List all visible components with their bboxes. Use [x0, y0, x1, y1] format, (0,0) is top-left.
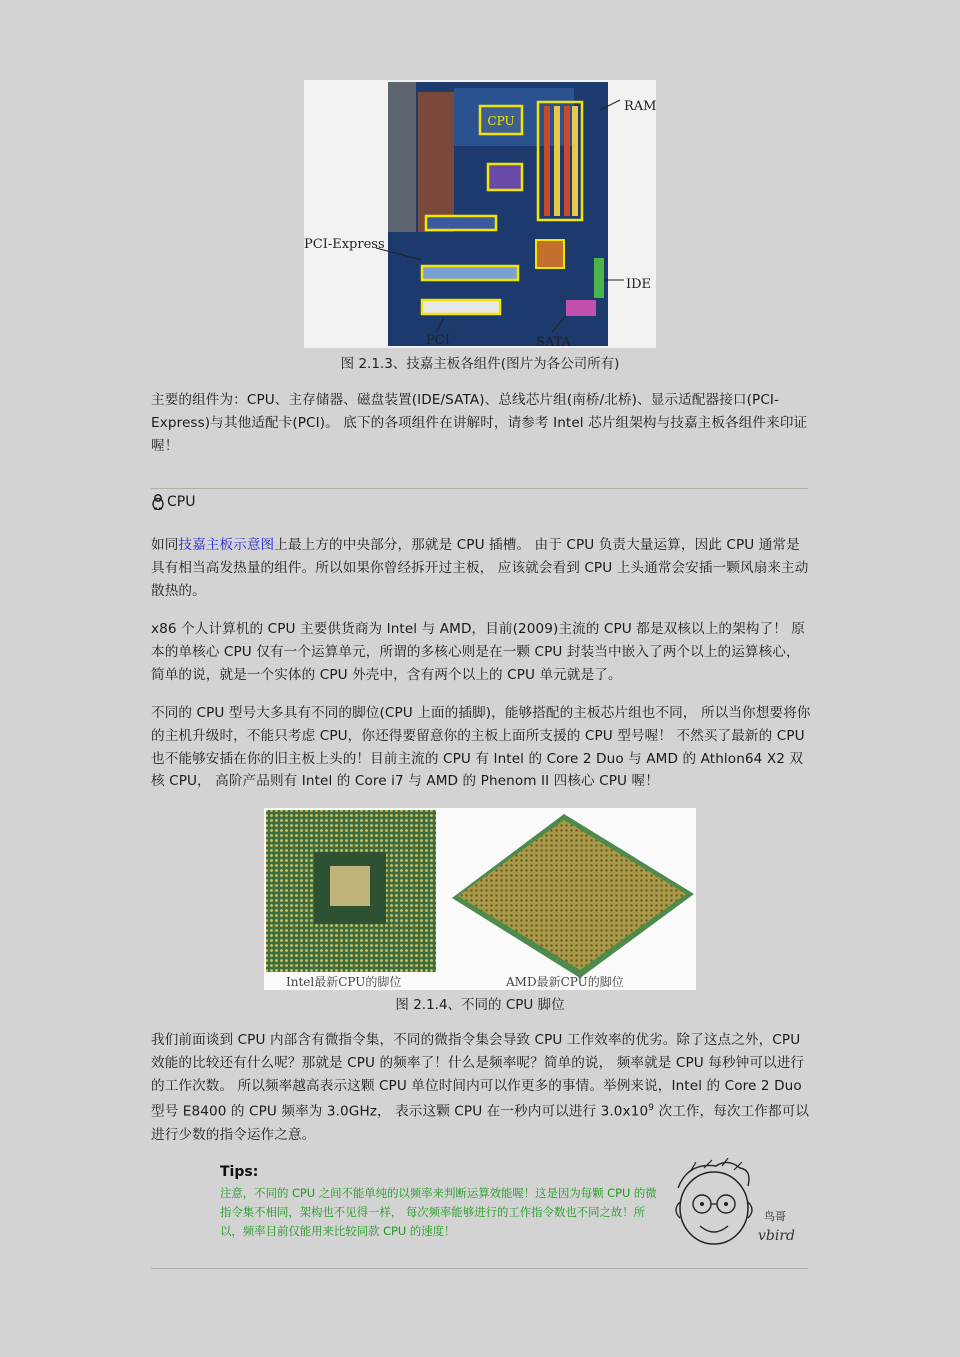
paragraph-3 [151, 702, 811, 793]
section-title: CPU [167, 494, 196, 510]
p1-before: 如同 [151, 537, 179, 553]
figure2-caption: 图 2.1.4、不同的 CPU 脚位 [395, 997, 565, 1013]
cpu-box-label: CPU [487, 114, 515, 128]
ram-slot-1 [544, 106, 550, 216]
signature-cn: 鸟哥 [764, 1210, 786, 1223]
paragraph-2 [151, 618, 811, 686]
ram-slot-2 [554, 106, 560, 216]
intro-text: 主要的组件为：CPU、主存储器、磁盘装置(IDE/SATA)、总线芯片组(南桥/北桥)、显示适配器接口(PCI-Express)与其他适配卡(PCI)。 底下的各项组件在讲解时，请参考 Intel 芯片组架构与技嘉主板各组件来印证喔！ [151, 392, 808, 454]
ram-slot-3 [564, 106, 570, 216]
io-ports [388, 82, 416, 232]
heatpipes [418, 92, 454, 232]
section-divider-top [151, 488, 808, 489]
paragraph-1-text [151, 534, 811, 602]
motherboard-figure [304, 80, 656, 348]
motherboard-illustration [304, 80, 656, 348]
paragraph-2-text: x86 个人计算机的 CPU 主要供货商为 Intel 与 AMD，目前(2009)主流的 CPU 都是双核以上的架构了！ 原本的单核心 CPU 仅有一个运算单元，所谓的多核心则是在一颗 CPU 封装当中嵌入了两个以上的运算核心， 简单的说，就是一个实体的 CPU 外壳中，含有两个以上的 CPU 单元就是了。 [151, 621, 806, 683]
pci-label: PCI [426, 333, 450, 348]
intro-paragraph [151, 389, 811, 457]
signature: vbird [758, 1228, 796, 1244]
penguin-icon [151, 494, 165, 510]
pci-slot-box [422, 300, 500, 314]
intel-pins-label: Intel最新CPU的脚位 [286, 975, 402, 989]
sata-connectors [566, 300, 596, 316]
section-divider-bottom [151, 1268, 808, 1269]
section-heading [151, 494, 195, 510]
southbridge-box [536, 240, 564, 268]
intel-cpu-caps [330, 866, 370, 906]
paragraph-4 [151, 1029, 811, 1147]
amd-pins-label: AMD最新CPU的脚位 [506, 975, 624, 989]
ram-label: RAM [624, 99, 656, 114]
paragraph-1 [151, 534, 811, 602]
p4-before: 我们前面谈到 CPU 内部含有微指令集，不同的微指令集会导致 CPU 工作效率的优劣。除了这点之外，CPU 效能的比较还有什么呢？那就是 CPU 的频率了！什么是频率呢？简单的说， 频率就是 CPU 每秒钟可以进行的工作次数。 所以频率越高表示这颗 CPU 单位时间内可以作更多的事情。举例来说，Intel 的 Core 2 Duo 型号 E8400 的 CPU 频率为 3.0GHz， 表示这颗 CPU 在一秒内可以进行 3.0x10 [151, 1032, 805, 1120]
figure1-caption: 图 2.1.3、技嘉主板各组件(图片为各公司所有) [340, 356, 620, 372]
vbird-mascot [668, 1158, 810, 1250]
northbridge-box [488, 164, 522, 190]
pci-express-box-1 [426, 216, 496, 230]
ram-slot-4 [572, 106, 578, 216]
pci-express-label: PCI-Express [304, 237, 385, 252]
pci-express-box-2 [422, 266, 518, 280]
gigabyte-board-link[interactable]: 技嘉主板示意图 [178, 537, 275, 553]
amd-cpu-pins [458, 820, 686, 970]
tips-box [220, 1164, 665, 1241]
vbird-face-icon [668, 1158, 810, 1250]
cpu-pins-figure [264, 808, 696, 990]
tips-title: Tips: [220, 1164, 259, 1180]
sata-label: SATA [536, 335, 571, 348]
p4-exponent: 9 [648, 1103, 655, 1114]
tips-body: 注意，不同的 CPU 之间不能单纯的以频率来判断运算效能喔！这是因为每颗 CPU 的微指令集不相同，架构也不见得一样， 每次频率能够进行的工作指令数也不同之故！所以，频率目前仅能用来比较同款 CPU 的速度！ [220, 1186, 657, 1238]
cpu-pins-illustration [264, 808, 696, 990]
paragraph-4-text [151, 1029, 811, 1147]
p4-after: 次工作，每次工作都可以进行少数的指令运作之意。 [151, 1103, 810, 1143]
paragraph-3-text: 不同的 CPU 型号大多具有不同的脚位(CPU 上面的插脚)，能够搭配的主板芯片组也不同， 所以当你想要将你的主机升级时，不能只考虑 CPU，你还得要留意你的主板上面所支援的 CPU 型号喔！ 不然买了最新的 CPU 也不能够安插在你的旧主板上头的！目前主流的 CPU 有 Intel 的 Core 2 Duo 与 AMD 的 Athlon64 X2 双核 CPU， 高阶产品则有 Intel 的 Core i7 与 AMD 的 Phenom II 四核心 CPU 喔！ [151, 705, 811, 790]
ide-connector [594, 258, 604, 298]
p1-after: 上最上方的中央部分，那就是 CPU 插槽。 由于 CPU 负责大量运算，因此 CPU 通常是具有相当高发热量的组件。所以如果你曾经拆开过主板， 应该就会看到 CPU 上头通常会安插一颗风扇来主动散热的。 [151, 537, 809, 599]
ide-label: IDE [626, 277, 652, 292]
